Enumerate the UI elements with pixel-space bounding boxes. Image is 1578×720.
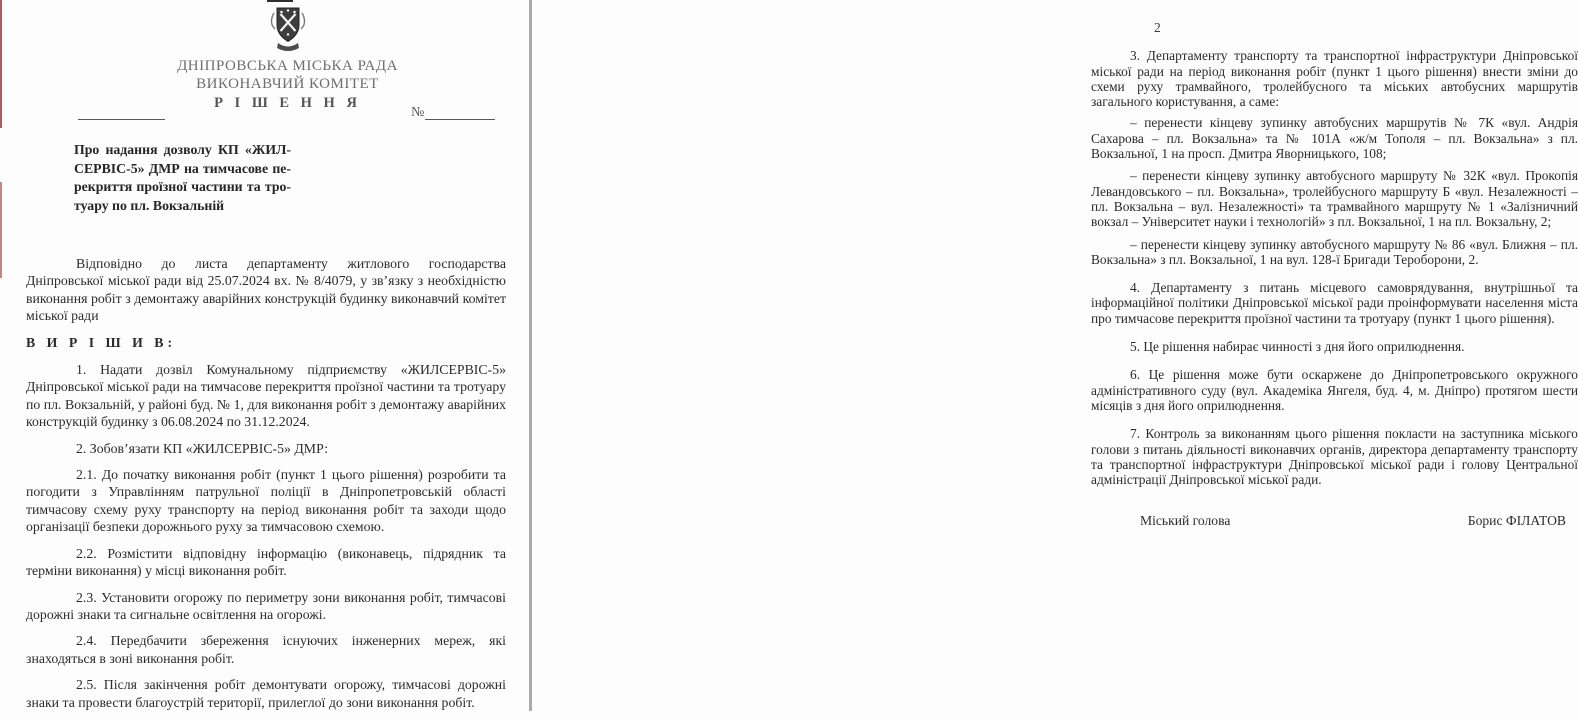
decree-item-2: 2. Зобов’язати КП «ЖИЛСЕРВІС-5» ДМР: xyxy=(76,440,329,456)
council-name: ДНІПРОВСЬКА МІСЬКА РАДА xyxy=(177,58,398,74)
decree-item-3-bullet-2: – перенести кінцеву зупинку автобусного маршруту № 32К «вул. Прокопія Левандовського – пл. Вокзальна», тролейбусного маршруту Б «вул. Незалежності – пл. Вокзальна – вул. Незалежності» та трамвайного маршруту № 1 «Залізничний вокзал – Університет науки і технологій» з пл. Вокзальної, 1 на пл. Вокзальну, 2; xyxy=(1091,168,1578,230)
signature-block xyxy=(1091,513,1578,528)
title-line: рекриття проїзної частини та тро- xyxy=(74,179,291,195)
decree-item-2-1: 2.1. До початку виконання робіт (пункт 1 цього рішення) розробити та погодити з Управлінням патрульної поліції в Дніпропетровській області тимчасову схему руху транспорту на період виконання робіт та заходи щодо організації безпеки дорожнього руху за тимчасовою схемою. xyxy=(26,467,506,535)
scan-edge-artifact xyxy=(267,0,293,2)
document-type-heading: Р І Ш Е Н Н Я xyxy=(214,95,361,111)
page-number: 2 xyxy=(1154,20,1161,35)
resolved-heading: В И Р І Ш И В: xyxy=(26,334,177,350)
page-1 xyxy=(0,0,529,711)
scan-edge-artifact xyxy=(0,0,2,128)
decree-item-1: 1. Надати дозвіл Комунальному підприємству «ЖИЛСЕРВІС-5» Дніпровської міської ради на тимчасове перекриття проїзної частини та тротуару по пл. Вокзальній, у районі буд. № 1, для виконання робіт з демонтажу аварійних конструкцій будинку з 06.08.2024 по 31.12.2024. xyxy=(26,362,506,430)
page-1-body xyxy=(26,255,506,720)
decree-item-2-5: 2.5. Після закінчення робіт демонтувати огорожу, тимчасові дорожні знаки та провести благоустрій території, прилеглої до зони виконання робіт. xyxy=(26,677,506,710)
decree-item-5: 5. Це рішення набирає чинності з дня його оприлюднення. xyxy=(1130,339,1465,355)
decree-item-3-bullet-1: – перенести кінцеву зупинку автобусних маршрутів № 7К «вул. Андрія Сахарова – пл. Вокзальна» та № 101А «ж/м Тополя – пл. Вокзальна» з пл. Вокзальної, 1 на просп. Дмитра Яворницького, 108; xyxy=(1091,115,1578,162)
committee-name: ВИКОНАВЧИЙ КОМІТЕТ xyxy=(196,76,379,92)
signature-position: Міський голова xyxy=(1140,513,1231,529)
decree-item-3-bullet-3: – перенести кінцеву зупинку автобусного маршруту № 86 «вул. Ближня – пл. Вокзальна» з пл. Вокзальної, 1 на вул. 128-ї Бригади Тероборони, 2. xyxy=(1091,236,1578,267)
page-2-body xyxy=(1091,20,1578,529)
decree-item-6: 6. Це рішення може бути оскаржене до Дніпропетровського окружного адміністративного суду (вул. Академіка Янгеля, буд. 4, м. Дніпро) протягом шести місяців з дня його оприлюднення. xyxy=(1091,367,1578,413)
intro-paragraph: Відповідно до листа департаменту житлового господарства Дніпровської міської ради від 25.07.2024 вх. № 8/4079, у зв’язку з необхідністю виконання робіт з демонтажу аварійних конструкцій будинку виконавчий комітет міської ради xyxy=(26,256,506,324)
decree-item-2-2: 2.2. Розмістити відповідну інформацію (виконавець, підрядник та терміни виконання) у місці виконання робіт. xyxy=(26,545,506,579)
number-label: № xyxy=(411,105,425,120)
page-2 xyxy=(532,0,1578,711)
date-blank-line xyxy=(78,119,165,120)
decree-item-4: 4. Департаменту з питань місцевого самоврядування, внутрішньої та інформаційної політики Дніпровської міської ради проінформувати населення міста про тимчасове перекриття проїзної частини та тротуару (пункт 1 цього рішення). xyxy=(1091,280,1578,326)
decree-item-2-3: 2.3. Установити огорожу по периметру зони виконання робіт, тимчасові дорожні знаки та сигнальне освітлення на огорожі. xyxy=(26,589,506,622)
dnipro-coat-of-arms-icon xyxy=(265,4,311,54)
decree-item-2-4: 2.4. Передбачити збереження існуючих інженерних мереж, які знаходяться в зоні виконання робіт. xyxy=(26,633,506,666)
title-line: Про надання дозволу КП «ЖИЛ- xyxy=(74,142,291,157)
title-line: СЕРВІС-5» ДМР на тимчасове пе- xyxy=(74,160,291,176)
title-line: туару по пл. Вокзальній xyxy=(74,197,225,213)
scan-edge-artifact xyxy=(0,182,2,278)
number-blank-line xyxy=(425,119,495,120)
signature-name: Борис ФІЛАТОВ xyxy=(1467,513,1566,529)
decree-item-7: 7. Контроль за виконанням цього рішення покласти на заступника міського голови з питань діяльності виконавчих органів, директора департаменту транспорту та транспортної інфраструктури Дніпровської міської ради і голову Центральної адміністрації Дніпровської міської ради. xyxy=(1091,426,1578,488)
document-header xyxy=(30,4,545,112)
decree-item-3: 3. Департаменту транспорту та транспортної інфраструктури Дніпровської міської ради на період виконання робіт (пункт 1 цього рішення) внести зміни до схеми руху трамвайного, тролейбусного та міських автобусних маршрутів загального користування, а саме: xyxy=(1091,48,1578,110)
decree-title xyxy=(74,141,291,215)
